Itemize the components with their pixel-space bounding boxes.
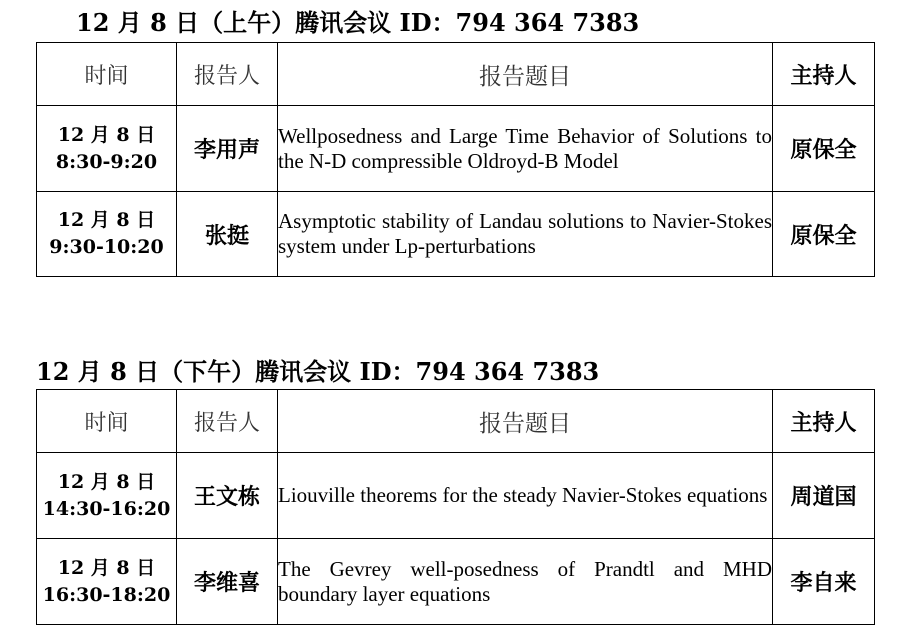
header-host: 主持人 bbox=[773, 43, 875, 106]
table-row bbox=[37, 539, 875, 625]
time-cell bbox=[37, 453, 177, 539]
schedule-table-morning bbox=[36, 42, 875, 277]
header-speaker: 报告人 bbox=[177, 390, 278, 453]
time-cell bbox=[37, 106, 177, 192]
host-cell: 周道国 bbox=[773, 453, 875, 539]
time-cell bbox=[37, 539, 177, 625]
topic-cell: Wellposedness and Large Time Behavior of Solutions to the N-D compressible Oldroyd-B Model bbox=[278, 106, 773, 192]
date-text: 12 月 8 日 bbox=[57, 209, 156, 231]
topic-cell: Asymptotic stability of Landau solutions to Navier-Stokes system under Lp-perturbations bbox=[278, 192, 773, 277]
topic-cell: The Gevrey well-posedness of Prandtl and MHD boundary layer equations bbox=[278, 539, 773, 625]
table-header-row bbox=[37, 43, 875, 106]
header-topic: 报告题目 bbox=[278, 43, 773, 106]
speaker-cell: 张挺 bbox=[177, 192, 278, 277]
speaker-cell: 李维喜 bbox=[177, 539, 278, 625]
date-text: 12 月 8 日 bbox=[57, 123, 156, 146]
header-time: 时间 bbox=[37, 390, 177, 453]
date-text: 12 月 8 日 bbox=[57, 556, 156, 579]
speaker-cell: 李用声 bbox=[177, 106, 278, 192]
time-text: 16:30-18:20 bbox=[42, 583, 171, 606]
host-cell: 原保全 bbox=[773, 106, 875, 192]
time-cell bbox=[37, 192, 177, 277]
host-cell: 原保全 bbox=[773, 192, 875, 277]
date-text: 12 月 8 日 bbox=[57, 470, 156, 493]
header-speaker: 报告人 bbox=[177, 43, 278, 106]
topic-cell: Liouville theorems for the steady Navier-Stokes equations bbox=[278, 453, 773, 539]
schedule-table-afternoon bbox=[36, 389, 875, 625]
header-topic: 报告题目 bbox=[278, 390, 773, 453]
table-row bbox=[37, 192, 875, 277]
time-text: 8:30-9:20 bbox=[55, 150, 158, 173]
speaker-cell: 王文栋 bbox=[177, 453, 278, 539]
header-host: 主持人 bbox=[773, 390, 875, 453]
session-title-afternoon: 12 月 8 日（下午）腾讯会议 ID：794 364 7383 bbox=[36, 357, 600, 386]
header-time: 时间 bbox=[37, 43, 177, 106]
host-cell: 李自来 bbox=[773, 539, 875, 625]
time-text: 14:30-16:20 bbox=[42, 497, 171, 520]
table-row bbox=[37, 453, 875, 539]
session-title-morning: 12 月 8 日（上午）腾讯会议 ID：794 364 7383 bbox=[76, 8, 640, 37]
table-header-row bbox=[37, 390, 875, 453]
table-row bbox=[37, 106, 875, 192]
time-text: 9:30-10:20 bbox=[49, 236, 164, 258]
